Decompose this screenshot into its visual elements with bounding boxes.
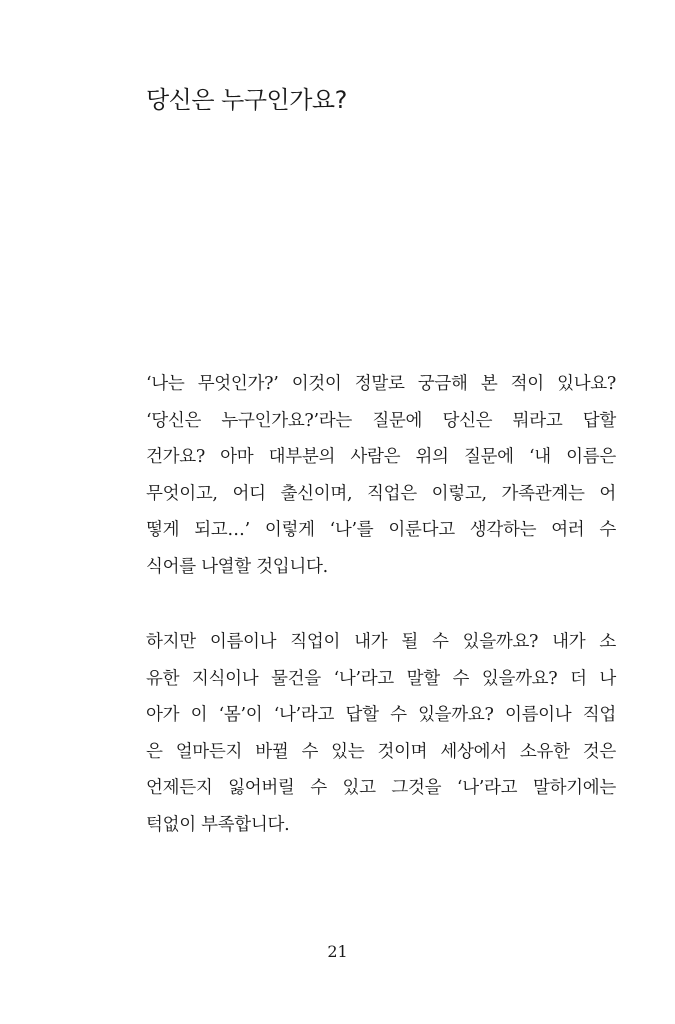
text-line: 떻게 되고…’ 이렇게 ‘나’를 이룬다고 생각하는 여러 수 xyxy=(146,520,616,540)
text-line: 아가 이 ‘몸’이 ‘나’라고 답할 수 있을까요? 이름이나 직업 xyxy=(146,705,616,725)
text-line: 무엇이고, 어디 출신이며, 직업은 이렇고, 가족관계는 어 xyxy=(146,483,616,504)
text-line: 건가요? 아마 대부분의 사람은 위의 질문에 ‘내 이름은 xyxy=(146,447,616,467)
text-line: ‘당신은 누구인가요?’라는 질문에 당신은 뭐라고 답할 xyxy=(146,410,616,431)
text-line: 식어를 나열할 것입니다. xyxy=(146,556,328,577)
text-line: 하지만 이름이나 직업이 내가 될 수 있을까요? 내가 소 xyxy=(146,632,616,652)
page-number: 21 xyxy=(327,942,348,961)
text-line: 턱없이 부족합니다. xyxy=(146,814,290,835)
paragraph-1 xyxy=(146,366,616,585)
text-line: 언제든지 잃어버릴 수 있고 그것을 ‘나’라고 말하기에는 xyxy=(146,778,616,798)
text-line: ‘나는 무엇인가?’ 이것이 정말로 궁금해 본 적이 있나요? xyxy=(146,374,616,394)
paragraph-2 xyxy=(146,624,616,843)
text-line: 유한 지식이나 물건을 ‘나’라고 말할 수 있을까요? 더 나 xyxy=(146,668,616,689)
page-title: 당신은 누구인가요? xyxy=(146,86,347,114)
text-line: 은 얼마든지 바뀔 수 있는 것이며 세상에서 소유한 것은 xyxy=(146,741,616,762)
